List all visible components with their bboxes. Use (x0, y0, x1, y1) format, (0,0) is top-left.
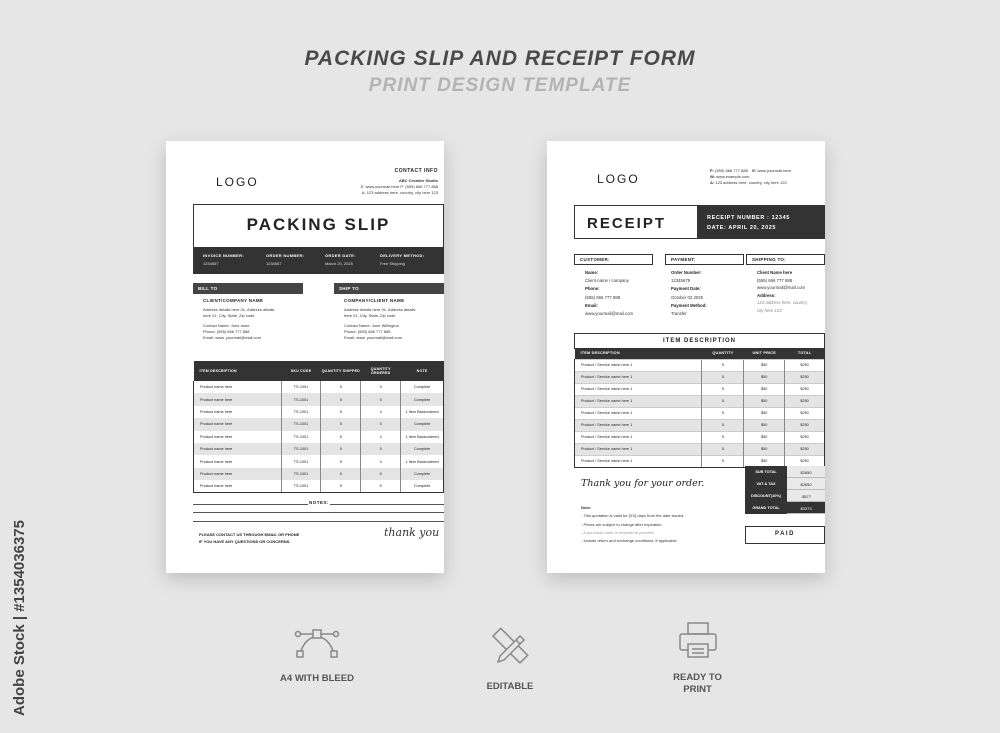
total-value: $2850 (787, 478, 825, 490)
table-cell: Product / Service name here 1 (575, 443, 702, 455)
table-cell: $50 (744, 419, 785, 431)
table-cell: $50 (744, 371, 785, 383)
table-cell: $250 (785, 371, 825, 383)
table-cell: $250 (785, 383, 825, 395)
shipping-details (757, 269, 825, 315)
receipt-date: DATE: APRIL 20, 2025 (707, 225, 777, 231)
slip-items-table (193, 361, 444, 493)
receipt-contacts (710, 168, 822, 186)
feature-label: EDITABLE (486, 681, 534, 692)
table-cell: 4 (361, 431, 401, 443)
slip-title: PACKING SLIP (246, 215, 391, 234)
receipt-number-panel (697, 205, 825, 239)
receipt-item-heading: ITEM DESCRIPTION (574, 333, 825, 349)
table-cell: $50 (744, 455, 785, 467)
table-cell: Product / Service name here 1 (575, 455, 702, 467)
table-cell: Product / Service name here 1 (575, 383, 702, 395)
detail-value: www.yourmail@mail.com (757, 285, 806, 291)
notes-label: NOTES: (309, 500, 330, 505)
receipt-notes (581, 504, 741, 545)
feature-a4 (262, 623, 372, 685)
stock-id-strip (11, 486, 31, 716)
meta-label: INVOICE NUMBER: (203, 253, 244, 258)
table-cell: Complete (401, 443, 444, 455)
table-row (575, 383, 825, 395)
table-cell: Product name here (194, 393, 282, 405)
column-header: QUANTITY ORDERED (361, 361, 401, 381)
paid-stamp: PAID (745, 526, 825, 544)
table-cell: 5 (702, 407, 744, 419)
contact-value: (555) 666 777 888 (715, 168, 748, 173)
detail-value: 123 address here, country, (757, 300, 808, 306)
slip-contact-lines (346, 178, 438, 196)
ship-to-tab: SHIP TO (334, 283, 444, 294)
detail-value: www.yourmail@mail.com (585, 311, 634, 317)
slip-meta-delivery (380, 253, 424, 266)
bill-to-name: CLIENT/COMPANY NAME (203, 298, 264, 303)
table-row (575, 431, 825, 443)
total-row (745, 478, 825, 490)
table-cell: Product / Service name here 1 (575, 359, 702, 371)
table-cell: 1 Item Backordered (401, 406, 444, 418)
total-row (745, 502, 825, 514)
detail-key: Client Name here (757, 270, 793, 275)
table-cell: 5 (702, 359, 744, 371)
table-cell: 5 (321, 468, 361, 480)
table-row (194, 443, 444, 455)
table-cell: 5 (361, 443, 401, 455)
table-cell: Product / Service name here 1 (575, 371, 702, 383)
detail-value: Client name / company (585, 278, 629, 284)
bill-to-tab: BILL TO (193, 283, 303, 294)
table-cell: Product name here (194, 406, 282, 418)
table-cell: Product name here (194, 468, 282, 480)
detail-value: (555) 666 777 888 (757, 277, 793, 283)
table-cell: TS-1001 (281, 480, 321, 492)
meta-label: ORDER DATE: (325, 253, 356, 258)
table-cell: 1 Item Backordered (401, 431, 444, 443)
total-label: DISCOUNT(10%) (745, 490, 787, 502)
detail-key: Phone: (585, 286, 600, 292)
column-header: QUANTITY (702, 348, 744, 359)
table-cell: $250 (785, 443, 825, 455)
table-cell: $50 (744, 395, 785, 407)
ship-to-email: Email: www. yourmail@mail.com (344, 335, 403, 340)
table-cell: 1 Item Backordered (401, 455, 444, 467)
bill-to-phone: Phone: (555) 666 777 888 (203, 329, 250, 334)
table-cell: Complete (401, 468, 444, 480)
contact-key: W: (710, 174, 716, 179)
bill-to-contact: Contact Name: Jone done (203, 323, 250, 328)
printer-icon (677, 620, 719, 660)
ship-to-address: here 01, City, State, Zip code (344, 313, 396, 318)
slip-meta-date (325, 253, 356, 266)
column-header: ITEM DESCRIPTION (575, 348, 702, 359)
slip-contact-head: CONTACT INFO (394, 168, 438, 174)
detail-key: Address: (757, 292, 776, 298)
shipping-label: SHIPPING TO: (746, 254, 825, 265)
table-cell: TS-1001 (281, 468, 321, 480)
table-row (194, 406, 444, 418)
column-header: ITEM DESCRIPTION (194, 361, 282, 381)
contact-key: E: (752, 168, 757, 173)
meta-label: DELIVERY METHOD: (380, 253, 425, 258)
table-cell: 5 (702, 431, 744, 443)
contact-key: P: (710, 168, 714, 173)
ship-to-address: Address details here 01, Address details (344, 307, 416, 312)
slip-contact-line: A: 123 address here, country, city here 123 (361, 190, 438, 195)
table-row (194, 418, 444, 430)
table-row (575, 407, 825, 419)
detail-value: Transfer (671, 311, 687, 317)
detail-key: Payment Method: (671, 302, 707, 308)
table-cell: $250 (785, 395, 825, 407)
table-row (194, 455, 444, 467)
table-cell: TS-1001 (281, 393, 321, 405)
slip-title-box (193, 204, 444, 274)
vector-pen-icon (294, 623, 340, 661)
note-line: - This quotation is valid for [XX] days from the date issued. (581, 513, 685, 519)
bill-to-address: Address details here 01, Address details (203, 307, 275, 312)
total-value: -$577 (787, 490, 825, 502)
payment-details (671, 269, 751, 318)
stock-id-label: Adobe Stock | #1354036375 (11, 520, 28, 716)
note-line: - Include return and exchange conditions, if applicable. (581, 538, 678, 544)
table-row (194, 393, 444, 405)
table-header-row (575, 348, 825, 359)
contact-value: 123 address here, country, city here 123 (715, 180, 787, 185)
table-cell: Product name here (194, 455, 282, 467)
table-cell: 5 (702, 455, 744, 467)
contact-value: www.yourmail.here (757, 168, 792, 173)
slip-meta-invoice (203, 253, 244, 266)
table-cell: Product name here (194, 381, 282, 393)
slip-contact-line: ABC Creative Studio (398, 178, 438, 183)
table-cell: $50 (744, 431, 785, 443)
detail-value: (555) 666 777 888 (585, 294, 621, 300)
receipt-items-table (574, 348, 825, 468)
notes-divider-left (193, 504, 308, 505)
page-title: PACKING SLIP AND RECEIPT FORM (304, 47, 696, 70)
slip-meta-bar (193, 247, 444, 274)
table-cell: TS-1001 (281, 431, 321, 443)
table-row (194, 431, 444, 443)
receipt-title: RECEIPT (587, 215, 667, 232)
note-line: - Prices are subject to change after expiration. (581, 521, 663, 527)
table-cell: $250 (785, 419, 825, 431)
bill-to-email: Email: www. yourmail@mail.com (203, 335, 262, 340)
notes-divider-right (330, 504, 444, 505)
table-cell: Complete (401, 480, 444, 492)
table-cell: 5 (361, 418, 401, 430)
ship-to-contact: Contact Name: Jone Willington (344, 323, 399, 328)
table-cell: 5 (321, 418, 361, 430)
column-header: UNIT PRICE (744, 348, 785, 359)
bill-to-address: here 01, City, State, Zip code (203, 313, 255, 318)
detail-key: Order Number: (671, 270, 702, 275)
table-cell: $50 (744, 407, 785, 419)
table-cell: Product / Service name here 1 (575, 395, 702, 407)
table-cell: $50 (744, 359, 785, 371)
table-cell: $50 (744, 443, 785, 455)
table-cell: $250 (785, 359, 825, 371)
table-cell: 5 (361, 393, 401, 405)
table-row (194, 381, 444, 393)
table-cell: 5 (321, 431, 361, 443)
detail-value: October 02 2025 (671, 294, 704, 300)
total-row (745, 466, 825, 478)
table-header-row (194, 361, 444, 381)
totals-block (745, 466, 825, 514)
total-row (745, 490, 825, 502)
feature-print (650, 620, 745, 696)
detail-key: Email: (585, 302, 598, 308)
table-cell: 5 (702, 395, 744, 407)
table-cell: 5 (321, 480, 361, 492)
table-cell: 5 (321, 443, 361, 455)
table-cell: TS-1001 (281, 418, 321, 430)
table-row (575, 395, 825, 407)
detail-key: Payment Date: (671, 286, 701, 292)
meta-label: ORDER NUMBER: (266, 253, 305, 258)
table-cell: Complete (401, 418, 444, 430)
ship-to-name: COMPANY/CLIENT NAME (344, 298, 405, 303)
table-cell: TS-1001 (281, 455, 321, 467)
table-cell: $50 (744, 383, 785, 395)
table-cell: Complete (401, 381, 444, 393)
customer-label: CUSTOMER: (574, 254, 653, 265)
receipt-logo: LOGO (597, 172, 640, 186)
table-row (575, 371, 825, 383)
ship-to-block (344, 298, 444, 341)
detail-value: 12345679 (671, 278, 691, 284)
table-cell: 5 (702, 383, 744, 395)
receipt-thank-you: Thank you for your order. (581, 478, 705, 489)
table-cell: 5 (321, 455, 361, 467)
notes-line (193, 512, 444, 513)
table-cell: 5 (321, 393, 361, 405)
meta-value: March 20, 2025 (325, 261, 353, 266)
column-header: NOTE (401, 361, 444, 381)
detail-key: Name: (585, 270, 599, 275)
total-label: SUB TOTAL (745, 466, 787, 478)
table-cell: $250 (785, 407, 825, 419)
table-cell: 5 (361, 480, 401, 492)
table-cell: 5 (702, 443, 744, 455)
bill-to-block (203, 298, 308, 341)
packing-slip-page (166, 141, 444, 573)
pencil-ruler-icon (487, 623, 533, 669)
detail-value: city here 123 (757, 307, 782, 313)
total-value: $2850 (787, 466, 825, 478)
table-row (194, 468, 444, 480)
table-cell: Complete (401, 393, 444, 405)
table-row (575, 419, 825, 431)
slip-thank-you: thank you (384, 526, 440, 539)
table-row (194, 480, 444, 492)
table-cell: TS-1001 (281, 443, 321, 455)
table-cell: Product name here (194, 431, 282, 443)
payment-label: PAYMENT: (665, 254, 744, 265)
table-cell: 5 (321, 381, 361, 393)
table-cell: 4 (361, 406, 401, 418)
receipt-title-box (574, 205, 825, 239)
slip-meta-order (266, 253, 304, 266)
table-cell: Product name here (194, 443, 282, 455)
slip-footer-line: PLEASE CONTACT US THROUGH EMAIL OR PHONE (199, 532, 300, 537)
table-cell: 5 (361, 381, 401, 393)
table-row (575, 359, 825, 371)
receipt-contact-line (710, 180, 822, 186)
meta-value: 1234567 (203, 261, 219, 266)
note-label: Note: (581, 505, 592, 510)
total-label: VAT & TAX (745, 478, 787, 490)
table-cell: 5 (702, 419, 744, 431)
feature-label: READY TO PRINT (673, 672, 722, 695)
receipt-page (547, 141, 825, 573)
feature-label: A4 WITH BLEED (280, 673, 354, 684)
note-line: - A purchase order is required to proceed. (581, 529, 655, 535)
total-value: $3373 (787, 502, 825, 514)
contact-key: A: (710, 180, 715, 185)
total-label: GRAND TOTAL (745, 502, 787, 514)
table-cell: 5 (321, 406, 361, 418)
table-row (575, 443, 825, 455)
table-cell: $250 (785, 455, 825, 467)
contact-value: www.example.com (716, 174, 750, 179)
slip-footer-line: IF YOU HAVE ANY QUESTIONS OR CONCERNS. (199, 539, 291, 544)
table-cell: TS-1001 (281, 406, 321, 418)
table-cell: Product / Service name here 1 (575, 407, 702, 419)
customer-details (585, 269, 665, 318)
table-cell: $250 (785, 431, 825, 443)
page-subtitle: PRINT DESIGN TEMPLATE (368, 75, 632, 96)
table-cell: 5 (702, 371, 744, 383)
feature-editable (465, 623, 555, 693)
table-cell: TS-1001 (281, 381, 321, 393)
meta-value: Free Shipping (380, 261, 405, 266)
slip-logo: LOGO (216, 175, 259, 189)
meta-value: 1234567 (266, 261, 282, 266)
slip-contact-line: E: www.yourmail.here P: (555) 666 777 888 (360, 184, 438, 189)
table-cell: Product name here (194, 480, 282, 492)
table-cell: Product / Service name here 1 (575, 419, 702, 431)
table-cell: Product / Service name here 1 (575, 431, 702, 443)
table-cell: 4 (361, 455, 401, 467)
column-header: QUANTITY SHIPPED (321, 361, 361, 381)
slip-footer (199, 531, 299, 545)
column-header: SKU CODE (281, 361, 321, 381)
ship-to-phone: Phone: (555) 666 777 888 (344, 329, 391, 334)
notes-line (193, 521, 444, 522)
column-header: TOTAL (785, 348, 825, 359)
table-cell: Product name here (194, 418, 282, 430)
receipt-number: RECEIPT NUMBER : 12345 (707, 215, 790, 221)
table-cell: 5 (361, 468, 401, 480)
